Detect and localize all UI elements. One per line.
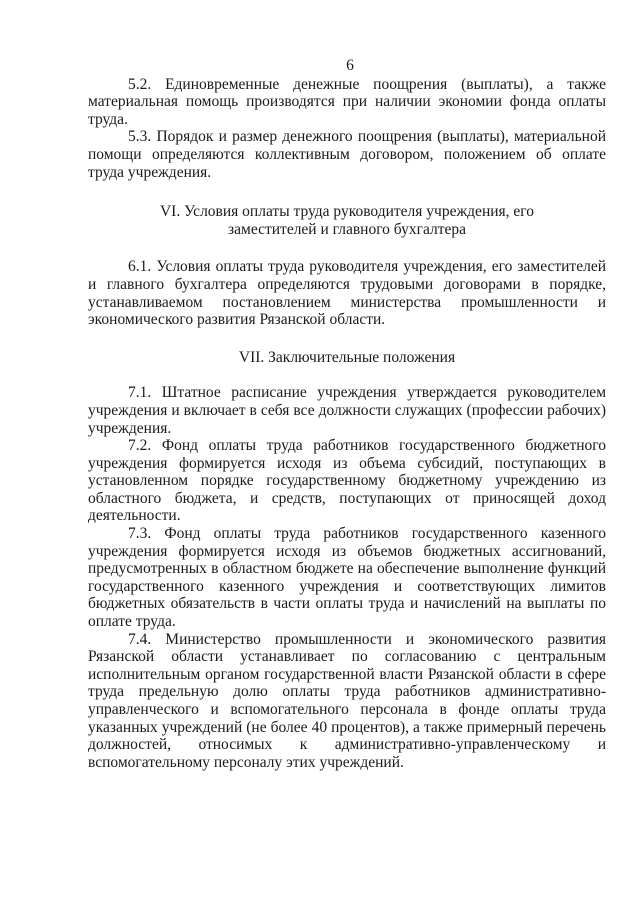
paragraph-6-1: 6.1. Условия оплаты труда руководителя учреждения, его заместителей и главного бухгалтера определяются трудовыми договорами в порядке, устанавливаемом постановлением министерства промышленности и экономического развития Рязанской области. — [88, 258, 606, 329]
paragraph-5-2: 5.2. Единовременные денежные поощрения (выплаты), а также материальная помощь производятся при наличии экономии фонда оплаты труда. — [88, 75, 606, 128]
paragraph-7-4: 7.4. Министерство промышленности и экономического развития Рязанской области устанавливает по согласованию с центральным исполнительным органом государственной власти Рязанской области в сфере труда предельную долю оплаты труда работников административно-управленческого и вспомогательного персонала в фонде оплаты труда указанных учреждений (не более 40 процентов), а также примерный перечень должностей, относимых к административно-управленческому и вспомогательному персоналу этих учреждений. — [88, 630, 606, 771]
paragraph-7-2: 7.2. Фонд оплаты труда работников государственного бюджетного учреждения формируется исходя из объема субсидий, поступающих в установленном порядке государственному бюджетному учреждению из областного бюджета, и средств, поступающих от приносящей доход деятельности. — [88, 437, 606, 525]
page-number: 6 — [346, 57, 354, 74]
section-6-heading-line-2: заместителей и главного бухгалтера — [228, 220, 466, 238]
section-6-heading — [88, 203, 606, 238]
paragraph-7-1: 7.1. Штатное расписание учреждения утверждается руководителем учреждения и включает в себя все должности служащих (профессии рабочих) учреждения. — [88, 384, 606, 437]
paragraph-5-3: 5.3. Порядок и размер денежного поощрения (выплаты), материальной помощи определяются коллективным договором, положением об оплате труда учреждения. — [88, 128, 606, 181]
section-7-heading-block — [88, 349, 606, 367]
document-page — [88, 57, 606, 771]
section-7-heading: VII. Заключительные положения — [238, 348, 456, 366]
section-6-heading-line-1: VI. Условия оплаты труда руководителя учреждения, его — [159, 203, 535, 221]
paragraph-7-3: 7.3. Фонд оплаты труда работников государственного казенного учреждения формируется исходя из объемов бюджетных ассигнований, предусмотренных в областном бюджете на обеспечение выполнение функций государственного казенного учреждения и соответствующих лимитов бюджетных обязательств в части оплаты труда и начислений на выплаты по оплате труда. — [88, 525, 606, 631]
